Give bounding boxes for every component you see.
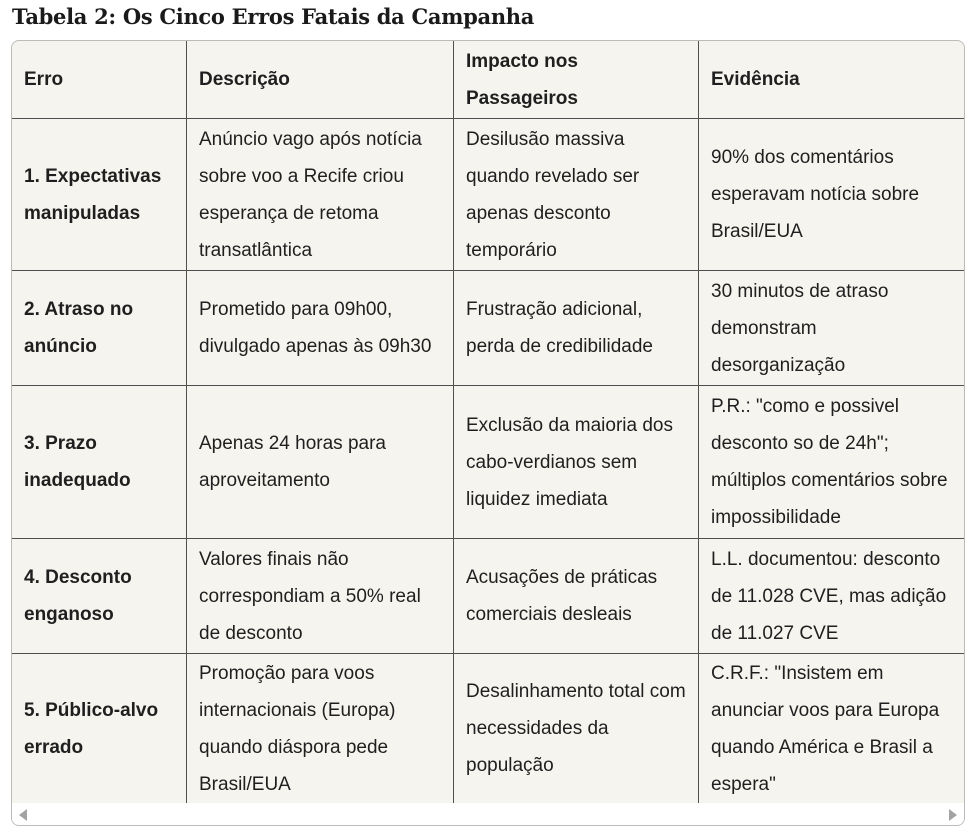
cell-impacto: Frustração adicional, perda de credibilidade [454, 271, 699, 386]
cell-evidencia: P.R.: "como e possivel desconto so de 24h"; múltiplos comentários sobre impossibilidade [699, 386, 965, 539]
table-row [12, 386, 965, 539]
cell-erro: 5. Público-alvo errado [12, 654, 187, 804]
header-evidencia: Evidência [699, 41, 965, 119]
table-row [12, 539, 965, 654]
header-impacto: Impacto nos Passageiros [454, 41, 699, 119]
cell-impacto: Desalinhamento total com necessidades da população [454, 654, 699, 804]
cell-evidencia: C.R.F.: "Insistem em anunciar voos para Europa quando América e Brasil a espera" [699, 654, 965, 804]
cell-erro: 4. Desconto enganoso [12, 539, 187, 654]
errors-table [11, 40, 965, 804]
cell-descricao: Apenas 24 horas para aproveitamento [187, 386, 454, 539]
cell-evidencia: L.L. documentou: desconto de 11.028 CVE, mas adição de 11.027 CVE [699, 539, 965, 654]
horizontal-scrollbar[interactable] [12, 803, 964, 825]
table-row [12, 654, 965, 804]
scroll-right-icon[interactable] [949, 809, 957, 821]
header-erro: Erro [12, 41, 187, 119]
table-header-row [12, 41, 965, 119]
cell-descricao: Prometido para 09h00, divulgado apenas às 09h30 [187, 271, 454, 386]
cell-evidencia: 90% dos comentários esperavam notícia sobre Brasil/EUA [699, 119, 965, 271]
scroll-left-icon[interactable] [19, 809, 27, 821]
cell-erro: 2. Atraso no anúncio [12, 271, 187, 386]
cell-descricao: Valores finais não correspondiam a 50% real de desconto [187, 539, 454, 654]
cell-impacto: Acusações de práticas comerciais desleais [454, 539, 699, 654]
cell-impacto: Desilusão massiva quando revelado ser apenas desconto temporário [454, 119, 699, 271]
cell-descricao: Promoção para voos internacionais (Europa) quando diáspora pede Brasil/EUA [187, 654, 454, 804]
table-title: Tabela 2: Os Cinco Erros Fatais da Campanha [12, 4, 535, 29]
table-row [12, 119, 965, 271]
cell-descricao: Anúncio vago após notícia sobre voo a Recife criou esperança de retoma transatlântica [187, 119, 454, 271]
cell-erro: 1. Expectativas manipuladas [12, 119, 187, 271]
cell-evidencia: 30 minutos de atraso demonstram desorganização [699, 271, 965, 386]
cell-impacto: Exclusão da maioria dos cabo-verdianos sem liquidez imediata [454, 386, 699, 539]
cell-erro: 3. Prazo inadequado [12, 386, 187, 539]
table-container [11, 40, 965, 826]
table-row [12, 271, 965, 386]
header-descricao: Descrição [187, 41, 454, 119]
